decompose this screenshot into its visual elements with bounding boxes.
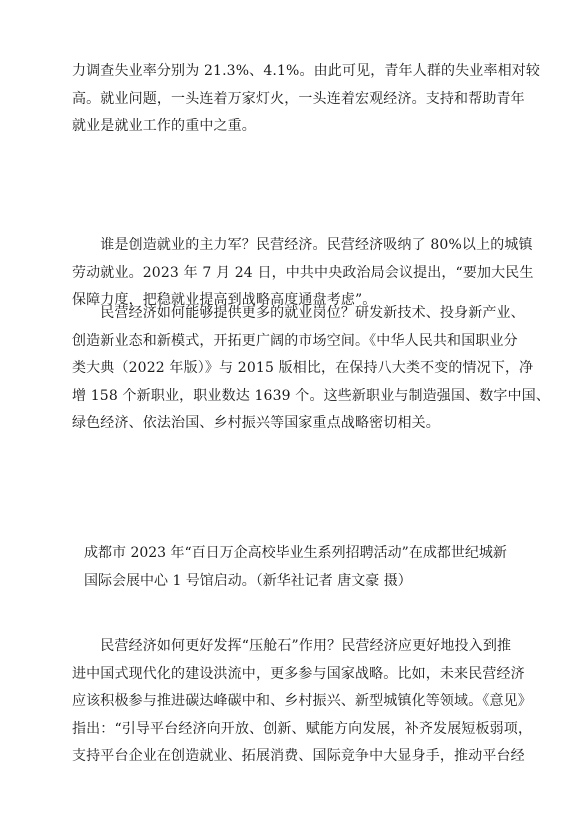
text-line: 类大典（2022 年版）》与 2015 版相比，在保持八大类不变的情况下，净 bbox=[72, 360, 534, 376]
text-line: 民营经济如何更好发挥“压舱石”作用？民营经济应更好地投入到推 bbox=[72, 638, 512, 654]
caption-line: 国际会展中心 1 号馆启动。（新华社记者 唐文豪 摄） bbox=[84, 572, 412, 589]
text-line: 指出：“引导平台经济向开放、创新、赋能方向发展，补齐发展短板弱项， bbox=[72, 720, 533, 737]
photo-caption bbox=[84, 540, 524, 595]
text-line: 绿色经济、依法治国、乡村振兴等国家重点战略密切相关。 bbox=[72, 415, 440, 431]
text-line: 增 158 个新职业，职业数达 1639 个。这些新职业与制造强国、数字中国、 bbox=[72, 387, 550, 404]
text-line: 劳动就业。2023 年 7 月 24 日，中共中央政治局会议提出，“要加大民生 bbox=[72, 264, 534, 281]
text-line: 民营经济如何能够提供更多的就业岗位？研发新技术、投身新产业、 bbox=[72, 305, 525, 321]
text-line: 支持平台企业在创造就业、拓展消费、国际竞争中大显身手，推动平台经 bbox=[72, 748, 525, 764]
paragraph-ballast-role bbox=[72, 633, 533, 771]
paragraph-youth-unemployment bbox=[72, 58, 541, 141]
text-line: 保障力度，把稳就业提高到战略高度通盘考虑”。 bbox=[72, 292, 377, 308]
text-line: 力调查失业率分别为 21.3%、4.1%。由此可见，青年人群的失业率相对较 bbox=[72, 63, 541, 79]
text-line: 创造新业态和新模式，开拓更广阔的市场空间。《中华人民共和国职业分 bbox=[72, 332, 518, 349]
paragraph-new-jobs bbox=[72, 300, 550, 438]
caption-line: 成都市 2023 年“百日万企高校毕业生系列招聘活动”在成都世纪城新 bbox=[84, 545, 507, 561]
text-line: 应该积极参与推进碳达峰碳中和、乡村振兴、新型城镇化等领域。《意见》 bbox=[72, 693, 532, 709]
text-line: 进中国式现代化的建设洪流中，更多参与国家战略。比如，未来民营经济 bbox=[72, 665, 525, 682]
text-line: 谁是创造就业的主力军？民营经济。民营经济吸纳了 80%以上的城镇 bbox=[72, 237, 533, 253]
text-line: 就业是就业工作的重中之重。 bbox=[72, 118, 256, 134]
text-line: 高。就业问题，一头连着万家灯火，一头连着宏观经济。支持和帮助青年 bbox=[72, 90, 525, 107]
